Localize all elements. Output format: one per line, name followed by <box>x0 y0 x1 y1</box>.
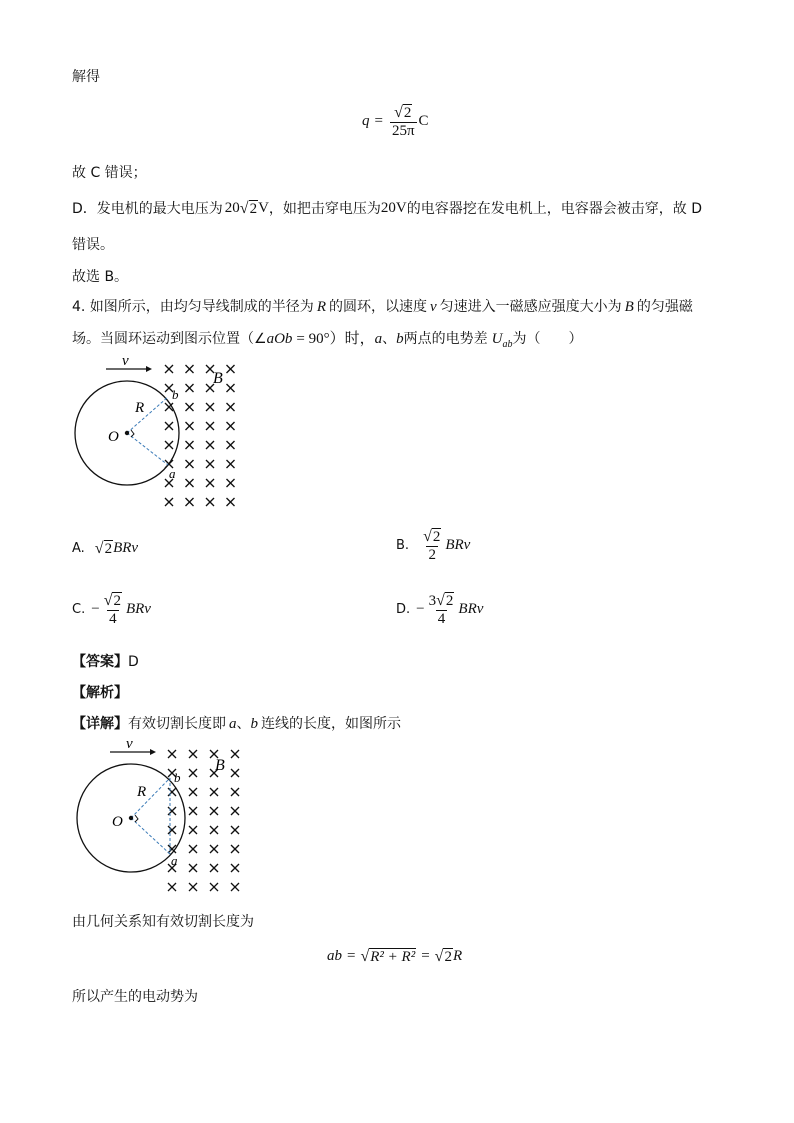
denominator: 4 <box>437 611 446 627</box>
field-cross <box>186 403 194 411</box>
subscript-ab: ab <box>502 339 513 350</box>
eq-equals: = <box>347 948 356 964</box>
field-cross <box>206 479 214 487</box>
max-voltage: 20 √ 2 V <box>224 199 269 217</box>
field-cross <box>168 788 176 796</box>
field-cross <box>231 845 239 853</box>
field-cross <box>231 807 239 815</box>
text-span: 为（ ） <box>512 331 583 347</box>
field-cross <box>165 422 173 430</box>
radicand: R² + R² <box>370 949 416 965</box>
analysis-tag: 【解析】 <box>72 685 128 701</box>
question-4-line1 <box>72 296 693 316</box>
answer-value: D <box>128 654 139 670</box>
field-cross <box>227 498 235 506</box>
field-cross <box>227 460 235 468</box>
detail-line <box>72 713 401 733</box>
label-r: R <box>135 400 145 416</box>
label-point-a: a <box>171 853 178 868</box>
field-cross <box>168 807 176 815</box>
label-r: R <box>137 784 147 800</box>
right-angle-mark <box>131 430 134 437</box>
radicand: 2 <box>444 949 452 965</box>
field-cross <box>231 769 239 777</box>
field-cross <box>189 807 197 815</box>
option-tail: BRv <box>113 540 139 556</box>
text-d-wrong: 错误。 <box>72 237 114 253</box>
field-cross <box>189 750 197 758</box>
text-c-wrong: 故 C 错误； <box>72 165 147 181</box>
field-cross <box>206 403 214 411</box>
field-cross <box>186 498 194 506</box>
label-b-field: B <box>215 757 225 774</box>
text-geometry: 由几何关系知有效切割长度为 <box>72 914 254 930</box>
text-span: 的电容器挖在发电机上，电容器会被击穿，故 D <box>406 201 702 217</box>
radius-oa <box>127 433 168 465</box>
field-cross <box>165 441 173 449</box>
var-r: R <box>316 299 326 315</box>
potential-diff <box>492 331 513 350</box>
field-cross <box>210 864 218 872</box>
label-o: O <box>108 429 119 445</box>
option-b[interactable]: B. √ 2 2 BRv <box>396 528 471 563</box>
option-d[interactable]: D. − 3 √ 2 4 BRv <box>396 592 484 627</box>
field-cross <box>168 826 176 834</box>
field-cross <box>227 384 235 392</box>
text-span: D．发电机的最大电压为 <box>72 201 223 217</box>
text-span: 匀速进入一磁感应强度大小为 <box>439 299 622 315</box>
figure-ring-field-2 <box>70 740 250 900</box>
field-cross <box>206 422 214 430</box>
field-cross <box>186 479 194 487</box>
field-cross <box>231 864 239 872</box>
sign: − <box>416 601 425 617</box>
text-span: 4. 如图所示，由均匀导线制成的半径为 <box>72 299 314 315</box>
field-cross <box>186 422 194 430</box>
option-label: A. <box>72 541 85 556</box>
field-cross <box>189 883 197 891</box>
field-cross <box>210 845 218 853</box>
question-4-line2 <box>72 327 582 350</box>
option-tail: BRv <box>125 601 151 617</box>
field-cross <box>210 883 218 891</box>
equation-ab: ab = √ R² + R² = √ 2 R <box>327 948 463 965</box>
text-span: 有效切割长度即 <box>128 716 226 732</box>
option-tail: BRv <box>445 537 471 553</box>
radicand: 2 <box>104 541 113 557</box>
text-choose-b: 故选 B。 <box>72 269 129 285</box>
right-angle-mark <box>135 815 138 822</box>
radicand: 2 <box>113 593 121 609</box>
field-cross <box>227 403 235 411</box>
equation-q <box>362 104 429 139</box>
text-emf: 所以产生的电动势为 <box>72 989 198 1005</box>
field-cross <box>231 826 239 834</box>
text-span: 连线的长度，如图所示 <box>261 716 401 732</box>
field-cross <box>189 788 197 796</box>
text-span: 场。当圆环运动到图示位置（∠ <box>72 331 267 347</box>
option-tail: BRv <box>458 601 484 617</box>
radicand: 2 <box>445 593 454 609</box>
point-a: a <box>229 716 237 732</box>
voltage-value: 20V <box>380 199 407 216</box>
text-d-statement <box>72 198 702 218</box>
eq-var-q: q <box>362 113 370 129</box>
eq-tail: R <box>452 948 463 964</box>
field-cross <box>189 769 197 777</box>
answer-tag: 【答案】 <box>72 654 128 670</box>
eq-equals: = <box>421 948 430 964</box>
label-point-b: b <box>172 387 179 402</box>
angle-value: = 90°）时， <box>296 331 375 347</box>
label-point-a: a <box>169 466 176 481</box>
field-cross <box>168 750 176 758</box>
field-cross <box>227 422 235 430</box>
field-cross <box>186 441 194 449</box>
point-b: b <box>396 331 404 347</box>
option-label: B. <box>396 538 410 553</box>
text-span: ，如把击穿电压为 <box>268 201 381 217</box>
field-cross <box>227 441 235 449</box>
option-c[interactable]: C. − √ 2 4 BRv <box>72 592 151 627</box>
eq-lhs: ab <box>327 948 342 964</box>
radicand: 2 <box>249 200 258 217</box>
label-v: v <box>122 355 129 369</box>
point-b: b <box>250 716 258 732</box>
radius-ob <box>127 397 168 433</box>
detail-tag: 【详解】 <box>72 716 128 732</box>
text-span: 的圆环，以速度 <box>328 299 427 315</box>
field-cross <box>168 883 176 891</box>
coef: 20 <box>224 199 240 216</box>
var-u: U <box>491 331 503 347</box>
radius-oa <box>131 818 170 854</box>
coef: 3 <box>428 593 437 609</box>
denominator: 25π <box>391 123 415 139</box>
arrow-head <box>150 749 156 755</box>
eq-equals: = <box>374 113 383 129</box>
field-cross <box>210 807 218 815</box>
label-o: O <box>112 814 123 830</box>
center-dot <box>125 431 129 435</box>
field-cross <box>227 365 235 373</box>
text-jiede: 解得 <box>72 69 100 85</box>
unit: C <box>418 113 429 129</box>
angle-aob: aOb <box>266 331 293 347</box>
label-point-b: b <box>174 770 181 785</box>
field-cross <box>189 845 197 853</box>
field-cross <box>206 460 214 468</box>
arrow-head <box>146 366 152 372</box>
field-cross <box>186 384 194 392</box>
denominator: 4 <box>109 611 117 627</box>
var-v: v <box>429 299 437 315</box>
label-b-field: B <box>213 370 223 387</box>
field-cross <box>165 365 173 373</box>
field-cross <box>231 750 239 758</box>
option-label: D. <box>396 602 411 617</box>
field-cross <box>189 826 197 834</box>
center-dot <box>129 816 133 820</box>
field-cross <box>206 498 214 506</box>
field-cross <box>186 460 194 468</box>
option-a[interactable]: A. √ 2 BRv <box>72 540 139 557</box>
text-span: 两点的电势差 <box>403 331 488 347</box>
field-cross <box>189 864 197 872</box>
text-span: 、 <box>382 331 397 347</box>
var-b: B <box>624 299 634 315</box>
field-cross <box>231 883 239 891</box>
answer-line <box>72 651 139 671</box>
denominator: 2 <box>428 547 436 563</box>
point-a: a <box>374 331 383 347</box>
text-span: 、 <box>236 716 251 732</box>
sign: − <box>91 601 100 617</box>
text-span: 的匀强磁 <box>636 299 693 315</box>
field-cross <box>231 788 239 796</box>
figure-ring-field-1 <box>68 355 248 515</box>
label-v: v <box>126 740 133 752</box>
field-cross <box>165 498 173 506</box>
option-label: C. <box>72 602 86 617</box>
field-cross <box>206 441 214 449</box>
field-cross <box>227 479 235 487</box>
fraction: √ 2 25π <box>391 104 415 139</box>
field-cross <box>186 365 194 373</box>
field-cross <box>210 826 218 834</box>
radicand: 2 <box>432 529 441 545</box>
unit: V <box>258 199 269 216</box>
radicand: 2 <box>403 105 412 121</box>
field-cross <box>210 788 218 796</box>
